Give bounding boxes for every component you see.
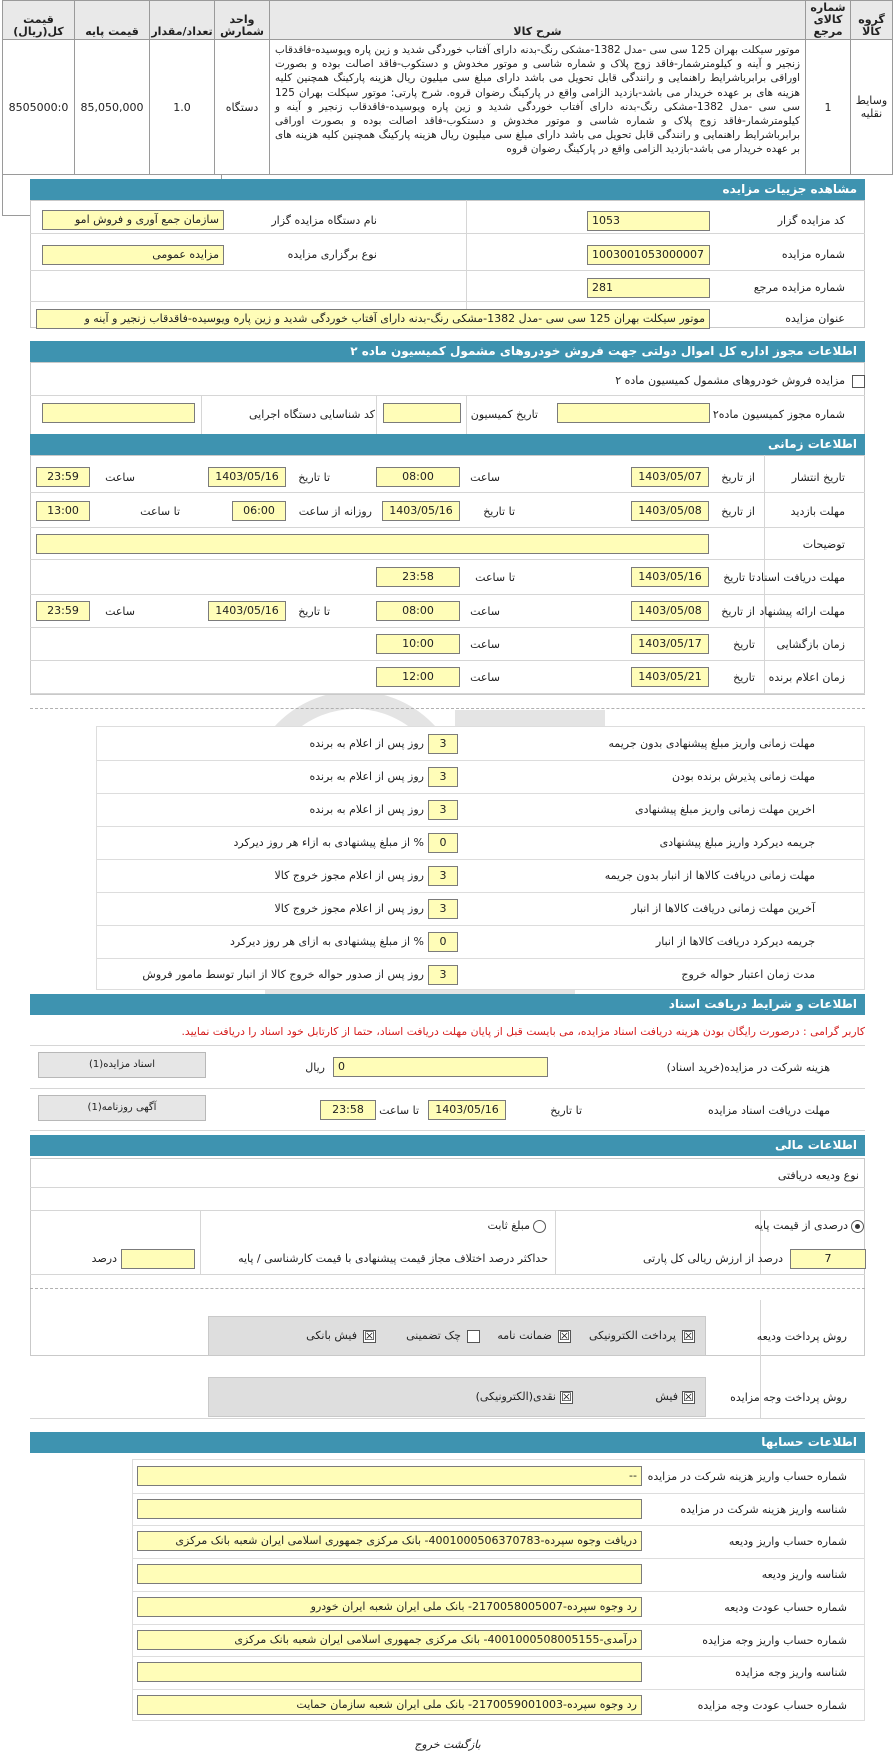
deposit-percent-text: درصد از ارزش ریالی کل پارتی (642, 1252, 783, 1265)
winner-time-label: ساعت (470, 671, 500, 684)
account-value-field[interactable]: دریافت وجوه سپرده-4001000506370783- بانک مرکزی جمهوری اسلامی ایران شعبه بانک مرکزی (137, 1531, 642, 1551)
deposit-method-checkbox[interactable]: ☒ (683, 1329, 694, 1343)
auctioneer-name-field[interactable]: سازمان جمع آوری و فروش امو (42, 210, 224, 230)
permit-no-label: شماره مجوز کمیسیون ماده۲ (712, 408, 845, 421)
payment-method-checkbox[interactable]: ☒ (561, 1390, 572, 1404)
holding-type-label: نوع برگزاری مزایده (287, 248, 377, 261)
row-divider (132, 1591, 865, 1592)
deadline-value-field[interactable]: 3 (428, 734, 458, 754)
deposit-method-label: پرداخت الکترونیکی (589, 1329, 676, 1342)
notes-label: توضیحات (802, 538, 845, 551)
visit-daily-to[interactable]: 13:00 (36, 501, 90, 521)
agency-id-label: کد شناسایی دستگاه اجرایی (248, 408, 375, 421)
cell-total-price: 8505000:0 (3, 40, 75, 175)
publish-to-date[interactable]: 1403/05/16 (208, 467, 286, 487)
deadline-label: جریمه دیرکرد دریافت کالاها از انبار (655, 935, 815, 948)
deadline-unit: روز پس از اعلام به برنده (309, 737, 424, 750)
doc-deadline-time[interactable]: 23:58 (320, 1100, 376, 1120)
deadline-value-field[interactable]: 3 (428, 899, 458, 919)
row-divider (96, 760, 865, 761)
publish-to-time[interactable]: 23:59 (36, 467, 90, 487)
publish-from-label: از تاریخ (721, 471, 755, 484)
account-label: شماره حساب واریز وجه مزایده (702, 1633, 847, 1647)
deadline-value-field[interactable]: 0 (428, 932, 458, 952)
offer-from-label: از تاریخ (721, 605, 755, 618)
col-base-price: قیمت پایه (75, 1, 150, 40)
visit-daily-to-label: تا ساعت (140, 505, 180, 518)
deadline-unit: روز پس از اعلام به برنده (309, 770, 424, 783)
row-divider (96, 793, 865, 794)
doc-deadline-to-label: تا تاریخ (550, 1104, 582, 1117)
row-divider (30, 301, 865, 302)
deposit-method-checkbox[interactable]: ☒ (364, 1329, 375, 1343)
payment-method-checkbox[interactable]: ☒ (683, 1390, 694, 1404)
deposit-percent-field[interactable]: 7 (790, 1249, 866, 1269)
fee-field[interactable]: 0 (333, 1057, 548, 1077)
visit-daily-from[interactable]: 06:00 (232, 501, 286, 521)
account-value-field[interactable]: رد وجوه سپرده-2170058005007- بانک ملی ایران شعبه ایران خودرو (137, 1597, 642, 1617)
radio-fixed-label: مبلغ ثابت (487, 1219, 530, 1232)
row-divider (30, 492, 865, 493)
account-label: شناسه واریز وجه مزایده (735, 1666, 847, 1680)
row-divider (132, 1558, 865, 1559)
row-divider (30, 1045, 865, 1046)
deadline-value-field[interactable]: 3 (428, 767, 458, 787)
row-divider (30, 559, 865, 560)
auction-documents-button[interactable]: اسناد مزایده(1) (38, 1052, 206, 1078)
doc-deadline-date[interactable]: 1403/05/16 (428, 1100, 506, 1120)
doc-receive-label: مهلت دریافت اسناد (756, 571, 845, 584)
row-divider (132, 1656, 865, 1657)
offer-to-date[interactable]: 1403/05/16 (208, 601, 286, 621)
commission-checkbox[interactable] (852, 375, 865, 388)
account-label: شماره حساب عودت وجه مزایده (697, 1698, 847, 1712)
deposit-method-label: چک تضمینی (406, 1329, 461, 1342)
payment-methods-box (208, 1377, 706, 1417)
visit-daily-from-label: روزانه از ساعت (298, 505, 372, 518)
visit-label: مهلت بازدید (790, 505, 845, 518)
doc-receive-time-label: تا ساعت (475, 571, 515, 584)
separator (30, 1288, 865, 1289)
table-row (3, 40, 893, 175)
col-divider (200, 1210, 201, 1274)
publish-from-time-label: ساعت (470, 471, 500, 484)
max-diff-label: حداکثر درصد اختلاف مجاز قیمت پیشنهادی با قیمت کارشناسی / پایه (238, 1252, 548, 1265)
fee-label: هزینه شرکت در مزایده(خرید اسناد) (666, 1061, 830, 1074)
deadline-label: مهلت زمانی پذیرش برنده بودن (671, 770, 815, 783)
commission-checkbox-label: مزایده فروش خودروهای مشمول کمیسیون ماده ۲ (615, 374, 845, 387)
row-divider (30, 233, 865, 234)
publish-to-time-label: ساعت (105, 471, 135, 484)
winner-time[interactable]: 12:00 (376, 667, 460, 687)
publish-label: تاریخ انتشار (791, 471, 845, 484)
row-divider (30, 527, 865, 528)
col-divider (201, 395, 202, 436)
doc-deadline-time-label: تا ساعت (379, 1104, 419, 1117)
section-header-auction-details: مشاهده جزییات مزایده (30, 179, 865, 200)
opening-date-label: تاریخ (733, 638, 755, 651)
row-divider (30, 693, 865, 694)
row-divider (30, 1418, 865, 1419)
section-header-documents: اطلاعات و شرایط دریافت اسناد (30, 994, 865, 1015)
account-label: شناسه واریز هزینه شرکت در مزایده (680, 1502, 847, 1516)
offer-from-time-label: ساعت (470, 605, 500, 618)
doc-deadline-label: مهلت دریافت اسناد مزایده (707, 1104, 830, 1117)
opening-date[interactable]: 1403/05/17 (631, 634, 709, 654)
deadline-label: آخرین مهلت زمانی دریافت کالاها از انبار (631, 902, 815, 915)
auctioneer-code-label: کد مزایده گزار (777, 214, 845, 227)
payment-method-label: نقدی(الکترونیکی) (475, 1390, 556, 1403)
notes-field[interactable] (36, 534, 709, 554)
cell-description: موتور سیکلت بهران 125 سی سی -مدل 1382-مشکی رنگ-بدنه دارای آفتاب خوردگی شدید و زین پاره ویوسیده-فاقدقاب زنجیر و آینه و کیلومترشمار-فاقد زوج پلاک و شماره شاسی و موتور مخدوش و دستکوب-فاقد اصالت بوده و بصورت اوراقی برابرباشرایط راهنمایی و رانندگی قابل تحویل می باشد دارای مبلغ سی میلیون ریال هزینه پارکینگ همچنین کلیه هزینه های بر عهده خریدار می باشد-بازدید الزامی واقع در پارکینگ رضوان قروه. شرح پارتی: موتور سیکلت بهران 125 سی سی -مدل 1382-مشکی رنگ-بدنه دارای آفتاب خوردگی شدید و زین پاره ویوسیده-فاقدقاب زنجیر و آینه و کیلومترشمار-فاقد زوج پلاک و شماره شاسی و موتور مخدوش و دستکوب-فاقد اصالت بوده و بصورت اوراقی برابرباشرایط راهنمایی و رانندگی قابل تحویل می باشد دارای مبلغ سی میلیون ریال هزینه پارکینگ همچنین کلیه هزینه های بر عهده خریدار می باشد-بازدید الزامی واقع در پارکینگ رضوان قروه (270, 40, 806, 175)
row-divider (30, 594, 865, 595)
account-label: شماره حساب واریز ودیعه (728, 1535, 847, 1549)
row-divider (96, 925, 865, 926)
offer-from-date[interactable]: 1403/05/08 (631, 601, 709, 621)
items-table (2, 0, 893, 175)
opening-time[interactable]: 10:00 (376, 634, 460, 654)
deposit-method-label: ضمانت نامه (497, 1329, 552, 1342)
winner-date-label: تاریخ (733, 671, 755, 684)
visit-to-label: تا تاریخ (483, 505, 515, 518)
col-divider (555, 1210, 556, 1274)
account-value-field[interactable]: درآمدی-4001000508005155- بانک مرکزی جمهوری اسلامی ایران شعبه بانک مرکزی (137, 1630, 642, 1650)
row-divider (30, 270, 865, 271)
radio-fixed[interactable] (533, 1220, 546, 1233)
deposit-method-checkbox[interactable] (467, 1330, 480, 1343)
row-divider (30, 1130, 865, 1131)
opening-time-label: ساعت (470, 638, 500, 651)
cell-reference-no: 1 (806, 40, 851, 175)
deadline-unit: روز پس از اعلام به برنده (309, 803, 424, 816)
publish-from-time[interactable]: 08:00 (376, 467, 460, 487)
deposit-method-label: فیش بانکی (306, 1329, 357, 1342)
account-value-field[interactable]: رد وجوه سپرده-2170059001003- بانک ملی ایران شعبه سازمان حمایت (137, 1695, 642, 1715)
exit-link[interactable]: خروج (414, 1738, 440, 1751)
row-divider (30, 1088, 865, 1089)
deadline-unit: روز پس از اعلام مجوز خروج کالا (274, 902, 424, 915)
offer-from-time[interactable]: 08:00 (376, 601, 460, 621)
commission-date-label: تاریخ کمیسیون (470, 408, 538, 421)
section-header-accounts: اطلاعات حسابها (30, 1432, 865, 1453)
footer-actions (0, 1738, 895, 1751)
row-divider (96, 958, 865, 959)
account-value-field[interactable] (137, 1499, 642, 1519)
section-header-financial: اطلاعات مالی (30, 1135, 865, 1156)
doc-receive-to-label: تا تاریخ (723, 571, 755, 584)
col-description: شرح کالا (270, 1, 806, 40)
radio-percent[interactable] (851, 1220, 864, 1233)
row-divider (96, 892, 865, 893)
row-divider (96, 826, 865, 827)
auctioneer-name-label: نام دستگاه مزایده گزار (271, 214, 377, 227)
col-group: گروه کالا (851, 1, 893, 40)
doc-receive-time[interactable]: 23:58 (376, 567, 460, 587)
deadlines-panel (96, 726, 865, 990)
ref-no-field[interactable]: 281 (587, 278, 710, 298)
deposit-method-label: روش پرداخت ودیعه (756, 1330, 847, 1343)
row-divider (30, 627, 865, 628)
cell-group: وسایط نقلیه (851, 40, 893, 175)
row-divider (30, 660, 865, 661)
deadline-unit: روز پس از اعلام مجوز خروج کالا (274, 869, 424, 882)
auctioneer-code-field[interactable]: 1053 (587, 211, 710, 231)
row-divider (96, 859, 865, 860)
winner-date[interactable]: 1403/05/21 (631, 667, 709, 687)
col-quantity: تعداد/مقدار (150, 1, 215, 40)
visit-from-label: از تاریخ (721, 505, 755, 518)
row-divider (132, 1689, 865, 1690)
deadline-value-field[interactable]: 3 (428, 965, 458, 985)
deadline-label: جریمه دیرکرد واریز مبلغ پیشنهادی (659, 836, 815, 849)
section-header-timing: اطلاعات زمانی (30, 434, 865, 455)
offer-to-label: تا تاریخ (298, 605, 330, 618)
max-diff-field[interactable] (121, 1249, 195, 1269)
deadline-label: اخرین مهلت زمانی واریز مبلغ پیشنهادی (635, 803, 815, 816)
commission-date-field[interactable] (383, 403, 461, 423)
account-value-field[interactable]: -- (137, 1466, 642, 1486)
back-link[interactable]: بازگشت (443, 1738, 481, 1751)
deadline-value-field[interactable]: 0 (428, 833, 458, 853)
deadline-unit: روز پس از صدور حواله خروج کالا از انبار توسط مامور فروش (142, 968, 424, 981)
col-total-price: قیمت کل(ریال) (3, 1, 75, 40)
doc-receive-to-date[interactable]: 1403/05/16 (631, 567, 709, 587)
row-divider (30, 1187, 865, 1188)
fee-unit: ریال (305, 1061, 325, 1074)
offer-label: مهلت ارائه پیشنهاد (759, 605, 845, 618)
title-field[interactable]: موتور سیکلت بهران 125 سی سی -مدل 1382-مشکی رنگ-بدنه دارای آفتاب خوردگی شدید و زین پاره ویوسیده-فاقدقاب زنجیر و آینه و (36, 309, 710, 329)
opening-label: زمان بازگشایی (776, 638, 845, 651)
row-divider (30, 1274, 865, 1275)
documents-notice: کاربر گرامی : درصورت رایگان بودن هزینه دریافت اسناد مزایده، می بایست قبل از پایان مهلت دریافت اسناد، حتما از کارتابل خود اسناد را دریافت نمایید. (181, 1025, 865, 1038)
deadline-label: مهلت زمانی واریز مبلغ پیشنهادی بدون جریمه (608, 737, 815, 750)
col-unit: واحد شمارش (215, 1, 270, 40)
separator (30, 708, 865, 709)
row-divider (30, 1210, 865, 1211)
visit-from-date[interactable]: 1403/05/08 (631, 501, 709, 521)
row-divider (132, 1493, 865, 1494)
ref-no-label: شماره مزایده مرجع (753, 281, 845, 294)
row-divider (132, 1624, 865, 1625)
col-reference-no: شماره کالای مرجع (806, 1, 851, 40)
account-value-field[interactable] (137, 1564, 642, 1584)
radio-percent-label: درصدی از قیمت پایه (754, 1219, 848, 1232)
max-diff-unit: درصد (91, 1252, 117, 1265)
account-label: شناسه واریز ودیعه (761, 1568, 847, 1582)
visit-to-date[interactable]: 1403/05/16 (382, 501, 460, 521)
holding-type-field[interactable]: مزایده عمومی (42, 245, 224, 265)
row-divider (30, 395, 865, 396)
deadline-unit: % از مبلغ پیشنهادی به ازاء هر روز دیرکرد (233, 836, 424, 849)
deadline-label: مهلت زمانی دریافت کالاها از انبار بدون جریمه (604, 869, 815, 882)
agency-id-field[interactable] (42, 403, 195, 423)
deadline-value-field[interactable]: 3 (428, 866, 458, 886)
deposit-method-checkbox[interactable]: ☒ (559, 1329, 570, 1343)
account-label: شماره حساب عودت ودیعه (724, 1600, 847, 1614)
deposit-type-label: نوع ودیعه دریافتی (777, 1169, 859, 1182)
permit-no-field[interactable] (557, 403, 710, 423)
auction-no-field[interactable]: 1003001053000007 (587, 245, 710, 265)
account-value-field[interactable] (137, 1662, 642, 1682)
section-header-permit: اطلاعات مجوز اداره کل اموال دولتی جهت فروش خودروهای مشمول کمیسیون ماده ۲ (30, 341, 865, 362)
col-divider (466, 395, 467, 436)
winner-label: زمان اعلام برنده (768, 671, 845, 684)
deadline-unit: % از مبلغ پیشنهادی به ازای هر روز دیرکرد (230, 935, 424, 948)
deadline-value-field[interactable]: 3 (428, 800, 458, 820)
offer-to-time-label: ساعت (105, 605, 135, 618)
auction-no-label: شماره مزایده (781, 248, 845, 261)
cell-base-price: 85,050,000 (75, 40, 150, 175)
account-label: شماره حساب واریز هزینه شرکت در مزایده (647, 1470, 847, 1483)
title-label: عنوان مزایده (785, 312, 845, 325)
deadline-label: مدت زمان اعتبار حواله خروج (681, 968, 815, 981)
payment-method-label: روش پرداخت وجه مزایده (730, 1391, 847, 1404)
col-divider (376, 395, 377, 436)
row-divider (132, 1525, 865, 1526)
newspaper-ad-button[interactable]: آگهی روزنامه(1) (38, 1095, 206, 1121)
publish-from-date[interactable]: 1403/05/07 (631, 467, 709, 487)
payment-method-label: فیش (655, 1390, 678, 1403)
publish-to-label: تا تاریخ (298, 471, 330, 484)
cell-quantity: 1.0 (150, 40, 215, 175)
cell-unit: دستگاه (215, 40, 270, 175)
offer-to-time[interactable]: 23:59 (36, 601, 90, 621)
